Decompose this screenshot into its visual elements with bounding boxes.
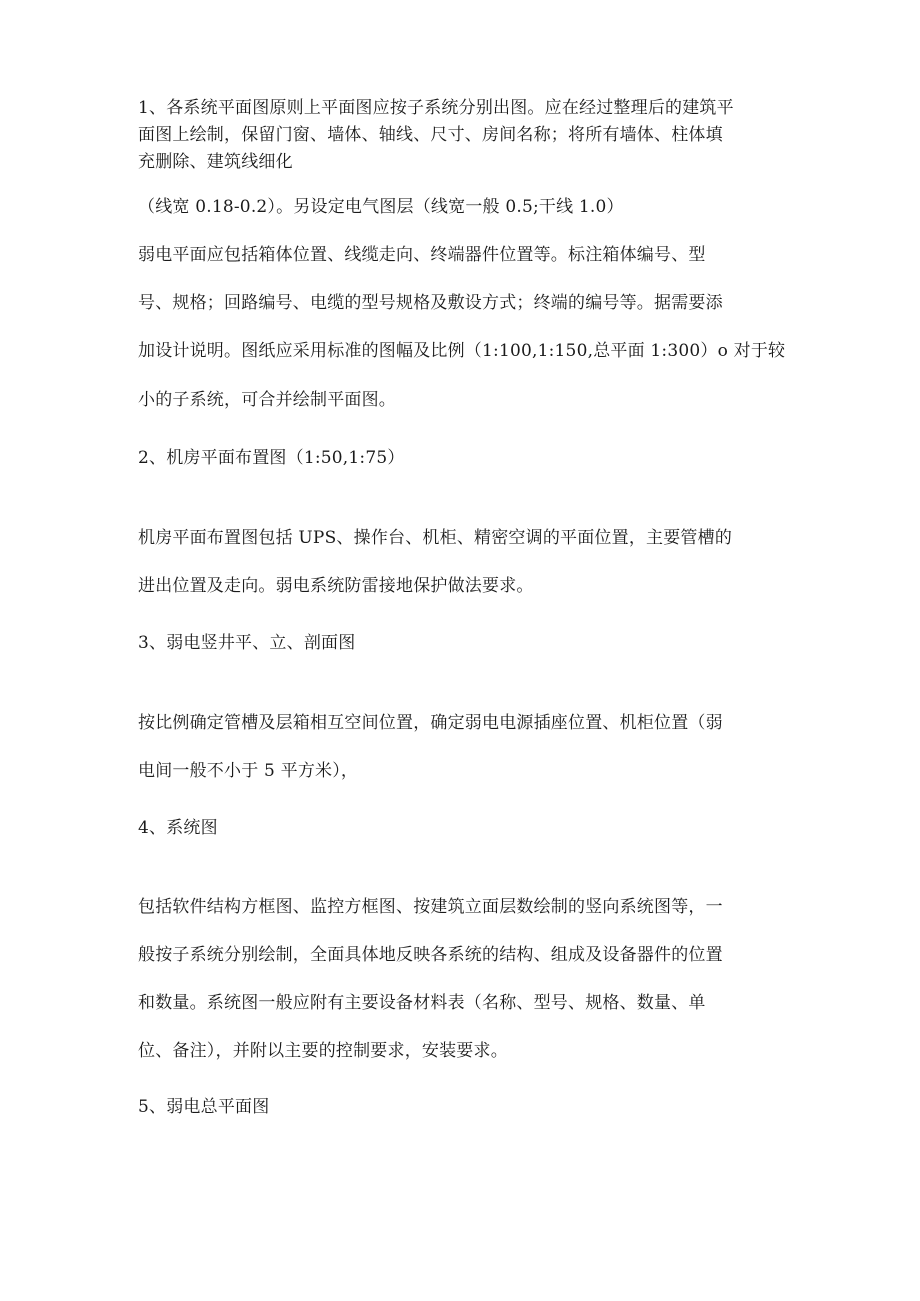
section1-line-2: 面图上绘制，保留门窗、墙体、轴线、尺寸、房间名称；将所有墙体、柱体填	[138, 125, 723, 145]
section4-line-2: 般按子系统分别绘制，全面具体地反映各系统的结构、组成及设备器件的位置	[138, 945, 723, 965]
section1-line-5: 弱电平面应包括箱体位置、线缆走向、终端器件位置等。标注箱体编号、型	[138, 245, 706, 265]
section3-line-2: 电间一般不小于 5 平方米），	[138, 761, 359, 781]
section1-line-8: 小的子系统，可合并绘制平面图。	[138, 390, 396, 410]
section3-line-1: 按比例确定管槽及层箱相互空间位置，确定弱电电源插座位置、机柜位置（弱	[138, 713, 723, 733]
section3-heading: 3、弱电竖井平、立、剖面图	[138, 633, 356, 653]
section2-heading: 2、机房平面布置图（1:50,1:75）	[138, 448, 405, 468]
section2-line-1: 机房平面布置图包括 UPS、操作台、机柜、精密空调的平面位置，主要管槽的	[138, 528, 733, 548]
section4-line-1: 包括软件结构方框图、监控方框图、按建筑立面层数绘制的竖向系统图等，一	[138, 897, 723, 917]
section1-line-4: （线宽 0.18-0.2）。另设定电气图层（线宽一般 0.5;干线 1.0）	[138, 197, 624, 217]
section2-line-2: 进出位置及走向。弱电系统防雷接地保护做法要求。	[138, 576, 534, 596]
section1-line-1: 1、各系统平面图原则上平面图应按子系统分别出图。应在经过整理后的建筑平	[138, 98, 734, 118]
section1-line-7: 加设计说明。图纸应采用标准的图幅及比例（1:100,1:150,总平面 1:300）o 对于较	[138, 341, 786, 361]
section1-line-3: 充删除、建筑线细化	[138, 152, 293, 172]
section4-heading: 4、系统图	[138, 818, 218, 838]
section4-line-3: 和数量。系统图一般应附有主要设备材料表（名称、型号、规格、数量、单	[138, 993, 706, 1013]
section5-heading: 5、弱电总平面图	[138, 1097, 270, 1117]
section4-line-4: 位、备注），并附以主要的控制要求，安装要求。	[138, 1041, 508, 1061]
section1-line-6: 号、规格；回路编号、电缆的型号规格及敷设方式；终端的编号等。据需要添	[138, 293, 723, 313]
